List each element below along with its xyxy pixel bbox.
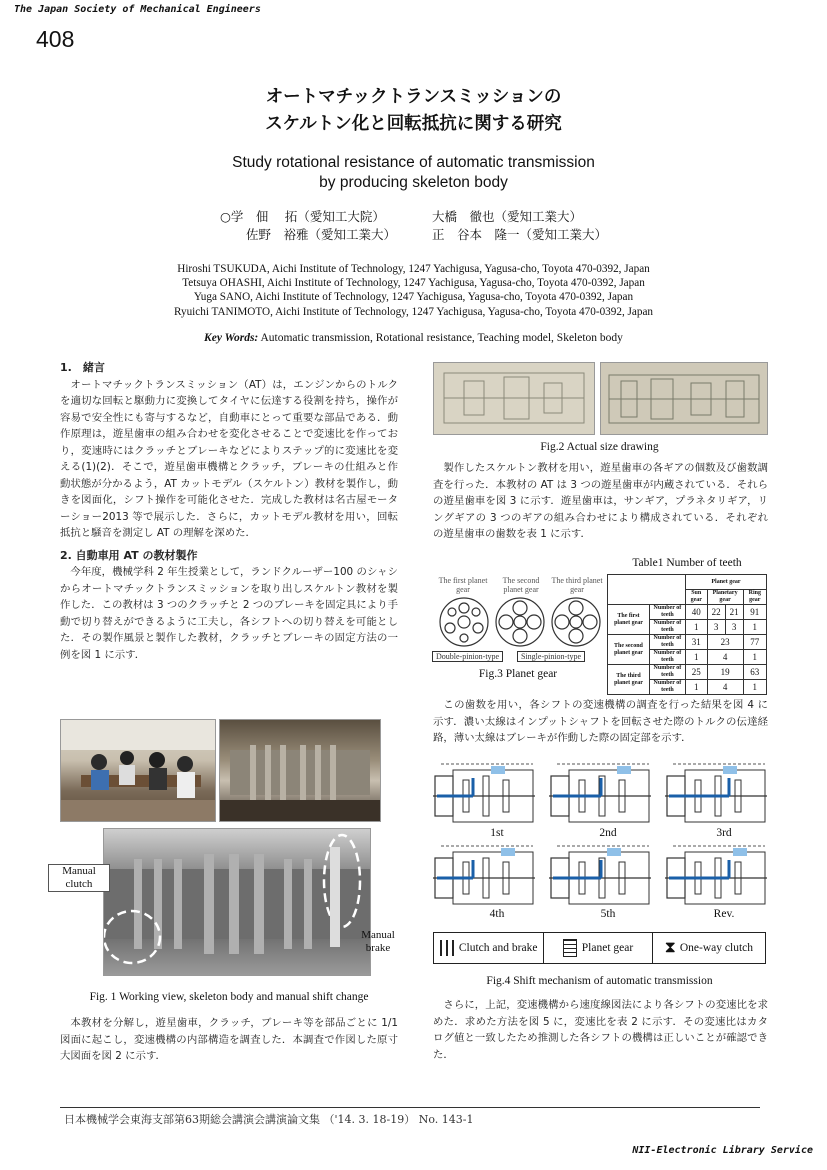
page-number: 408	[36, 26, 75, 52]
title-jp-line2: スケルトン化と回転抵抗に関する研究	[265, 114, 562, 134]
table1-cell: 21	[725, 605, 743, 620]
working-scene-illustration	[61, 720, 215, 821]
shift-label-1st: 1st	[490, 827, 504, 839]
table1-header-planet: Planet gear	[685, 575, 766, 590]
diagram-part	[733, 848, 747, 856]
left-column	[60, 360, 398, 663]
right-paragraph-3: さらに，上記，変速機構から速度線図法により各シフトの変速比を求めた．求めた方法を図 5 に，変速比を表 2 に示す．その変速比はカタログ値と一致したため推測した各シフトの機構は正しいことが確認できた．	[433, 999, 768, 1061]
manual-clutch-label: Manual clutch	[48, 864, 110, 892]
title-jp	[0, 84, 827, 138]
table1-col-planetary: Planetary gear	[707, 590, 743, 605]
drawing-illustration-left	[434, 363, 594, 434]
legend-oneway	[653, 933, 765, 963]
keywords-text: Automatic transmission, Rotational resistance, Teaching model, Skeleton body	[258, 332, 623, 344]
shift-diagram-1	[433, 764, 535, 822]
table1-cell: 4	[707, 680, 743, 695]
planet-gear-icon	[563, 939, 577, 957]
gear-closeup-illustration	[104, 829, 370, 975]
section-1-body: オートマチックトランスミッション（AT）は，エンジンからのトルクを適切な回転と駆動力に変換してタイヤに伝達する役割を持ち，操作が容易で安全性にも寄与するなど，自動車にとって重要な部品である．動作原理は，遊星歯車の組み合わせを変化させることで変速比を作っており，変速時にはクラッチとブレーキなどによりステップ的に変速比を変える(1)(2)．そこで，遊星歯車機構とクラッチ，ブレーキの仕組みと作動状態が分かるよう，AT カットモデル（スケルトン）教材を製作し，動きを図面化，シフト操作を可能化させた．完成した教材は名古屋モーターショー2013 等で展示した．さらに，カットモデル教材を用い，回転抵抗と騒音を測定し AT の理解を深めた．	[60, 378, 398, 539]
shift-diagram-4	[433, 846, 535, 904]
table1-cell: 3	[707, 620, 725, 635]
fig2-drawing-left	[433, 362, 595, 435]
title-en	[0, 153, 827, 193]
diagram-part	[723, 766, 737, 774]
legend-planet	[544, 933, 652, 963]
table1-label: Number of teeth	[649, 635, 685, 650]
fig3-label-third: The third planet gear	[551, 576, 603, 594]
shift-label-2nd: 2nd	[599, 827, 617, 839]
fig3-caption: Fig.3 Planet gear	[478, 668, 558, 680]
diagram-part	[491, 766, 505, 774]
shift-label-3rd: 3rd	[716, 827, 732, 839]
diagram-part	[501, 848, 515, 856]
table1-cell: 3	[725, 620, 743, 635]
table1-row-third: The third planet gear	[608, 665, 650, 695]
table1-col-sun: Sun gear	[685, 590, 707, 605]
table1-label: Number of teeth	[649, 650, 685, 665]
table1-label: Number of teeth	[649, 665, 685, 680]
shift-diagram-2	[549, 764, 651, 822]
drawing-illustration-right	[601, 363, 767, 434]
affiliation-4: Ryuichi TANIMOTO, Aichi Institute of Technology, 1247 Yachigusa, Yagusa-cho, Toyota 470-0392, Japan	[173, 305, 654, 318]
table1-label: Number of teeth	[649, 680, 685, 695]
table1-row-first: The first planet gear	[608, 605, 650, 635]
fig3-label-second: The second planet gear	[502, 576, 540, 594]
clutch-brake-icon	[440, 940, 454, 956]
table1-cell: 63	[743, 665, 766, 680]
shift-diagram-3	[665, 764, 767, 822]
right-para3	[433, 997, 768, 1063]
nii-footer: NII-Electronic Library Service	[632, 1145, 813, 1156]
table1-label: Number of teeth	[649, 620, 685, 635]
title-jp-line1: オートマチックトランスミッションの	[265, 87, 562, 107]
table1-corner	[608, 575, 686, 605]
diagram-part	[607, 848, 621, 856]
author-3: 佐野 裕雅（愛知工業大）	[246, 227, 397, 242]
legend-planet-label: Planet gear	[581, 942, 634, 954]
shift-label-4th: 4th	[489, 908, 505, 920]
affiliation-2: Tetsuya OHASHI, Aichi Institute of Technology, 1247 Yachigusa, Yagusa-cho, Toyota 470-0392, Japan	[182, 277, 645, 290]
affiliation-3: Yuga SANO, Aichi Institute of Technology, 1247 Yachigusa, Yagusa-cho, Toyota 470-0392, Japan	[193, 291, 634, 304]
fig4-caption: Fig.4 Shift mechanism of automatic transmission	[486, 975, 713, 987]
section-2-title: 2. 自動車用 AT の教材製作	[60, 548, 198, 562]
authors-jp	[220, 208, 607, 244]
fig4-shift-diagrams	[433, 762, 767, 924]
shift-label-5th: 5th	[600, 908, 616, 920]
legend-clutch-label: Clutch and brake	[458, 942, 538, 954]
author-4: 正 谷本 隆一（愛知工業大）	[432, 227, 608, 242]
footer-rule	[60, 1107, 760, 1108]
fig1-working-photo	[60, 719, 216, 822]
table1-row-second: The second planet gear	[608, 635, 650, 665]
single-pinion-label: Single-pinion-type	[517, 651, 585, 662]
footer-citation: 日本機械学会東海支部第63期総会講演会講演論文集 （'14. 3. 18-19） No. 143-1	[64, 1113, 474, 1126]
table1-cell: 4	[707, 650, 743, 665]
table1-cell: 25	[685, 665, 707, 680]
table1-cell: 1	[685, 620, 707, 635]
table1-cell: 1	[743, 650, 766, 665]
fig1-skeleton-photo	[219, 719, 381, 822]
table1-cell: 1	[743, 680, 766, 695]
table1-label: Number of teeth	[649, 605, 685, 620]
right-paragraph-1: 製作したスケルトン教材を用い，遊星歯車の各ギアの個数及び歯数調査を行った．本教材の AT は 3 つの遊星歯車が内蔵されている．それらの遊星歯車を図 3 に示す．遊星歯車は，サンギア，プラネタリギア，リングギアの 3 つのギアの組み合わせにより構成されている．それぞれの遊星歯車の歯数を表 1 に示す．	[433, 462, 768, 540]
title-en-line1: Study rotational resistance of automatic transmission	[232, 154, 595, 171]
fig2-caption: Fig.2 Actual size drawing	[540, 441, 659, 453]
table1-cell: 1	[685, 680, 707, 695]
table1-cell: 31	[685, 635, 707, 650]
fig1-shift-closeup-photo	[103, 828, 371, 976]
table1-cell: 23	[707, 635, 743, 650]
author-1: ○学 佃 拓（愛知工大院）	[220, 209, 385, 224]
shift-label-rev: Rev.	[713, 908, 735, 920]
table1-number-of-teeth	[607, 574, 767, 695]
section-1-title: 1. 緒言	[60, 361, 105, 374]
diagram-part	[617, 766, 631, 774]
legend-clutch	[434, 933, 544, 963]
shift-diagram-5	[549, 846, 651, 904]
table1-caption: Table1 Number of teeth	[632, 557, 742, 569]
after-fig1-paragraph: 本教材を分解し，遊星歯車，クラッチ，ブレーキ等を部品ごとに 1/1 図面に起こし，変速機構の内部構造を調査した．本調査で作図した原寸大図面を図 2 に示す．	[60, 1017, 398, 1062]
shift-diagram-6	[665, 846, 767, 904]
right-paragraph-2: この歯数を用い，各シフトの変速機構の調査を行った結果を図 4 に示す．濃い太線はインプットシャフトを回転させた際のトルクの伝達経路，薄い太線はブレーキが作動した際の固定部を示す．	[433, 699, 768, 744]
fig4-legend	[433, 932, 766, 964]
double-pinion-label: Double-pinion-type	[432, 651, 503, 662]
right-para1	[433, 460, 768, 543]
affiliations	[0, 262, 827, 319]
table1-cell: 91	[743, 605, 766, 620]
table1-cell: 40	[685, 605, 707, 620]
table1-cell: 19	[707, 665, 743, 680]
manual-brake-label: Manual brake	[361, 929, 395, 954]
skeleton-body-illustration	[220, 720, 380, 821]
affiliation-1: Hiroshi TSUKUDA, Aichi Institute of Technology, 1247 Yachigusa, Yagusa-cho, Toyota 470-0392, Japan	[177, 263, 650, 275]
fig1-caption: Fig. 1 Working view, skeleton body and manual shift change	[89, 991, 369, 1003]
one-way-clutch-icon: ⧗	[664, 939, 676, 956]
fig2-drawing-right	[600, 362, 768, 435]
left-after-fig1	[60, 1015, 398, 1065]
planet-gear-diagram	[430, 596, 606, 648]
table1-cell: 1	[743, 620, 766, 635]
table1-cell: 22	[707, 605, 725, 620]
author-2: 大橋 徹也（愛知工業大）	[432, 209, 583, 224]
table1-col-ring: Ring gear	[743, 590, 766, 605]
fig3-label-first: The first planet gear	[438, 576, 488, 594]
table1-cell: 77	[743, 635, 766, 650]
keywords-label: Key Words:	[204, 332, 259, 344]
right-para2	[433, 697, 768, 747]
society-header: The Japan Society of Mechanical Engineers	[14, 4, 261, 15]
keywords	[0, 332, 827, 344]
legend-oneway-label: One-way clutch	[679, 942, 753, 954]
table1-cell: 1	[685, 650, 707, 665]
section-2-body: 今年度，機械学科 2 年生授業として，ランドクルーザー100 のシャシからオートマチックトランスミッションを取り出しスケルトン教材を製作した．この教材は 3 つのクラッチと 2 つのブレーキを固定具により手動で切り替えができるように工夫し，各シフトへの切り替えを可能とした．その製作風景と製作した教材，クラッチとブレーキの固定方法の一例を図 1 に示す．	[60, 566, 398, 661]
title-en-line2: by producing skeleton body	[319, 174, 508, 191]
